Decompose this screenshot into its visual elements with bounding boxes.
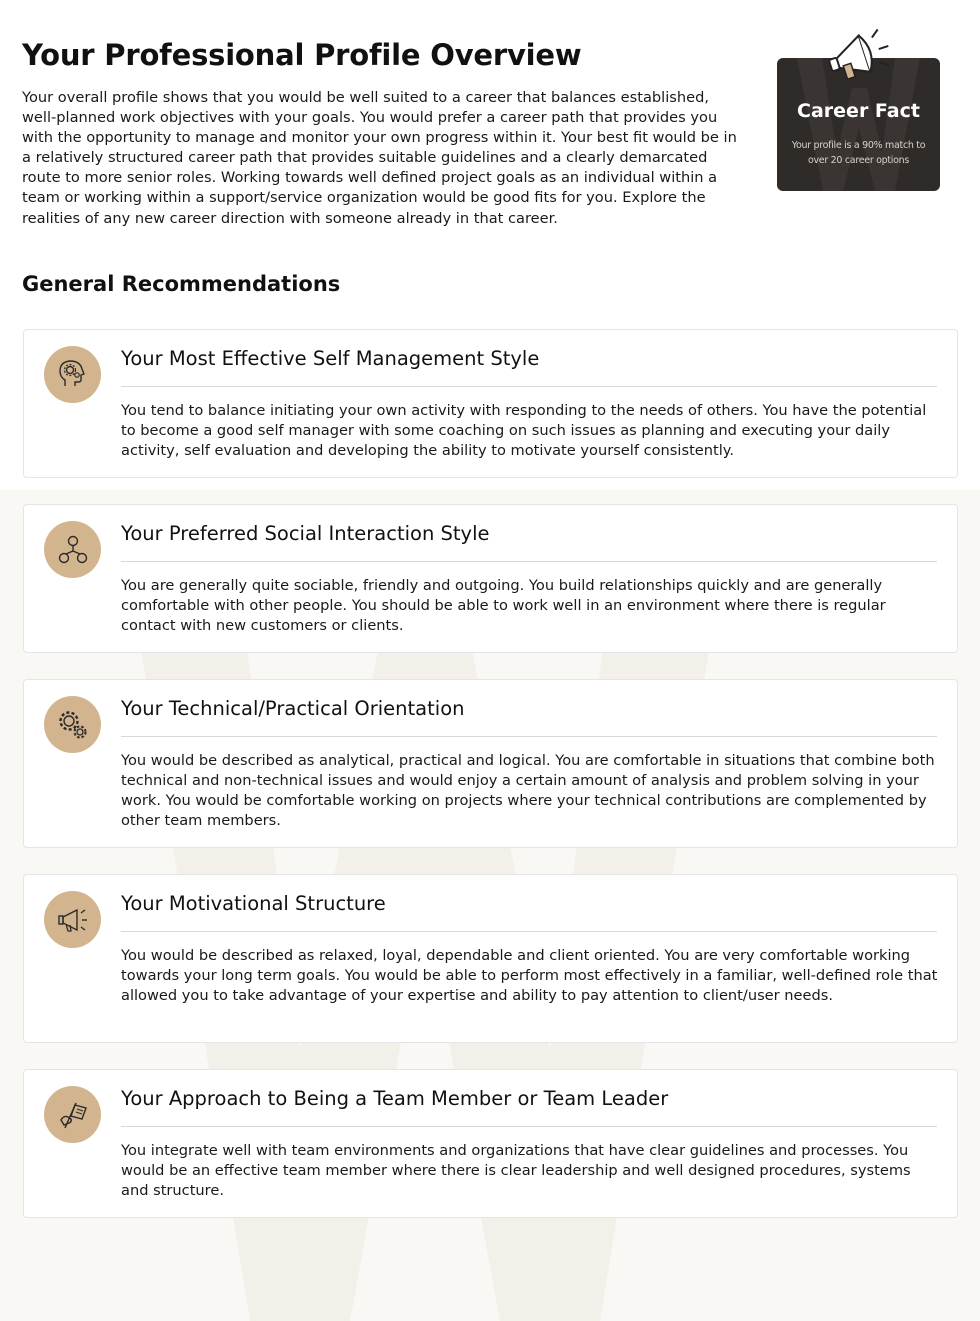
recommendation-title: Your Motivational Structure xyxy=(121,892,386,915)
recommendation-title: Your Most Effective Self Management Style xyxy=(121,347,540,370)
divider xyxy=(121,561,937,562)
flag-hand-icon xyxy=(44,1086,101,1143)
gears-head-icon xyxy=(44,346,101,403)
recommendation-text: You would be described as relaxed, loyal, dependable and client oriented. You are very comfortable working towards your long term goals. You would be able to perform most effectively in a familiar, well-defined role that allowed you to take advantage of your expertise and ability to pay attention to client/user needs. xyxy=(121,947,938,1005)
megaphone-icon xyxy=(826,28,896,90)
recommendation-text: You tend to balance initiating your own activity with responding to the needs of others. You have the potential to become a good self manager with some coaching on such issues as planning and executing your daily activity, self evaluation and developing the ability to motivate yourself consistently. xyxy=(121,402,927,460)
section-heading: General Recommendations xyxy=(22,272,341,296)
recommendation-text: You integrate well with team environments and organizations that have clear guidelines and processes. You would be an effective team member where there is clear leadership and well designed procedures, systems and structure. xyxy=(121,1142,911,1200)
recommendation-card-social-interaction xyxy=(23,504,958,653)
recommendation-card-technical-orientation xyxy=(23,679,958,848)
recommendation-card-self-management xyxy=(23,329,958,478)
recommendation-text: You would be described as analytical, practical and logical. You are comfortable in situations that combine both technical and non-technical issues and would enjoy a certain amount of analysis and problem solving in your work. You would be comfortable working on projects where your technical contributions are complemented by other team members. xyxy=(121,752,935,830)
gears-icon xyxy=(44,696,101,753)
divider xyxy=(121,931,937,932)
recommendation-title: Your Approach to Being a Team Member or Team Leader xyxy=(121,1087,669,1110)
recommendation-title: Your Technical/Practical Orientation xyxy=(121,697,465,720)
divider xyxy=(121,1126,937,1127)
recommendation-title: Your Preferred Social Interaction Style xyxy=(121,522,490,545)
intro-paragraph: Your overall profile shows that you would be well suited to a career that balances established, well-planned work objectives with your goals. You would prefer a career path that provides you with the opportunity to manage and monitor your own progress within it. Your best fit would be in a relatively structured career path that provides suitable guidelines and a clearly demarcated route to more senior roles. Working towards well defined project goals as an individual within a team or working within a support/service organization would be good fits for you. Explore the realities of any new career direction with someone already in that career. xyxy=(22,89,737,227)
divider xyxy=(121,386,937,387)
people-network-icon xyxy=(44,521,101,578)
megaphone-icon xyxy=(44,891,101,948)
recommendation-card-motivational-structure xyxy=(23,874,958,1043)
recommendation-card-team-member-leader xyxy=(23,1069,958,1218)
page-title: Your Professional Profile Overview xyxy=(22,38,582,72)
career-fact-text: Your profile is a 90% match to over 20 career options xyxy=(791,140,926,166)
career-fact-title: Career Fact xyxy=(797,100,920,122)
divider xyxy=(121,736,937,737)
recommendation-text: You are generally quite sociable, friendly and outgoing. You build relationships quickly and are generally comfortable with other people. You should be able to work well in an environment where there is regular contact with new customers or clients. xyxy=(121,577,886,635)
